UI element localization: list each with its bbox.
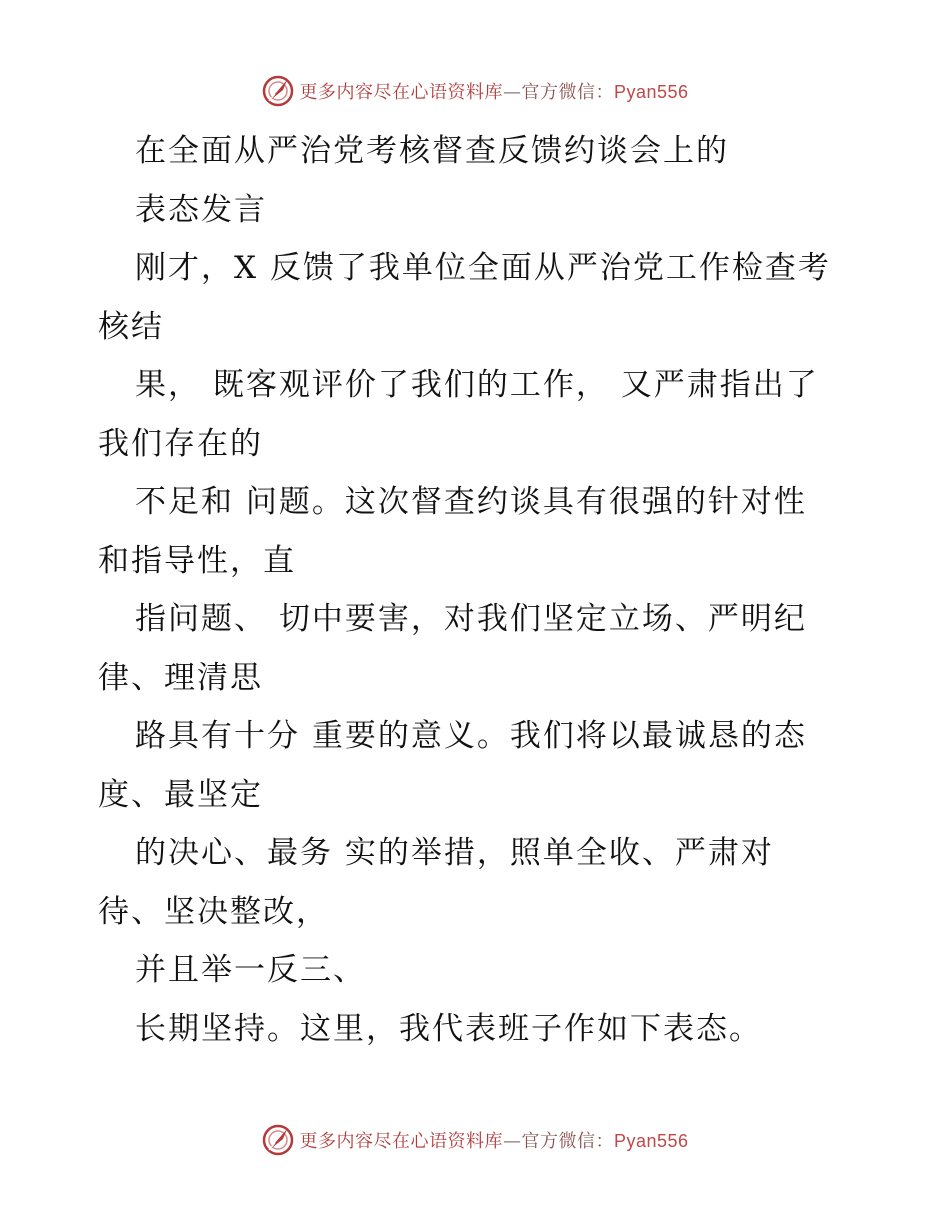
banner-wechat-id: Pyan556	[613, 1131, 689, 1151]
text-line: 在全面从严治党考核督查反馈约谈会上的	[135, 133, 729, 169]
text-line: 我们存在的	[98, 425, 263, 462]
text-line: 刚才，X 反馈了我单位全面从严治党工作检查考	[135, 250, 831, 286]
banner-text	[299, 78, 688, 104]
banner-wechat-id: Pyan556	[613, 82, 689, 102]
text-line: 的决心、最务 实的举措，照单全收、严肃对	[135, 835, 774, 871]
header-watermark-banner	[0, 71, 950, 111]
banner-wechat-label: 官方微信：	[521, 82, 614, 103]
text-line: 指问题、 切中要害，对我们坚定立场、严明纪	[135, 601, 807, 637]
quill-logo-icon	[261, 1123, 295, 1157]
quill-logo-icon	[261, 74, 295, 108]
text-line: 待、坚决整改，	[98, 893, 329, 930]
text-line: 长期坚持。这里，我代表班子作如下表态。	[135, 1010, 762, 1047]
text-line: 核结	[98, 308, 164, 345]
text-line: 不足和 问题。这次督查约谈具有很强的针对性	[135, 484, 807, 520]
document-body	[98, 122, 858, 1058]
text-line: 律、理清思	[98, 659, 263, 696]
text-line: 路具有十分 重要的意义。我们将以最诚恳的态	[135, 718, 807, 754]
banner-wechat-label: 官方微信：	[521, 1131, 614, 1152]
text-line: 果， 既客观评价了我们的工作， 又严肃指出了	[135, 367, 819, 403]
banner-site-name: 更多内容尽在心语资料库	[299, 82, 503, 103]
banner-text	[299, 1127, 688, 1153]
banner-site-name: 更多内容尽在心语资料库	[299, 1131, 503, 1152]
text-line: 度、最坚定	[98, 776, 263, 813]
footer-watermark-banner	[0, 1120, 950, 1160]
text-line: 并且举一反三、	[135, 952, 366, 988]
text-line: 和指导性，直	[98, 542, 296, 579]
banner-dash: —	[502, 82, 522, 103]
text-line: 表态发言	[135, 191, 267, 228]
banner-dash: —	[502, 1131, 522, 1152]
